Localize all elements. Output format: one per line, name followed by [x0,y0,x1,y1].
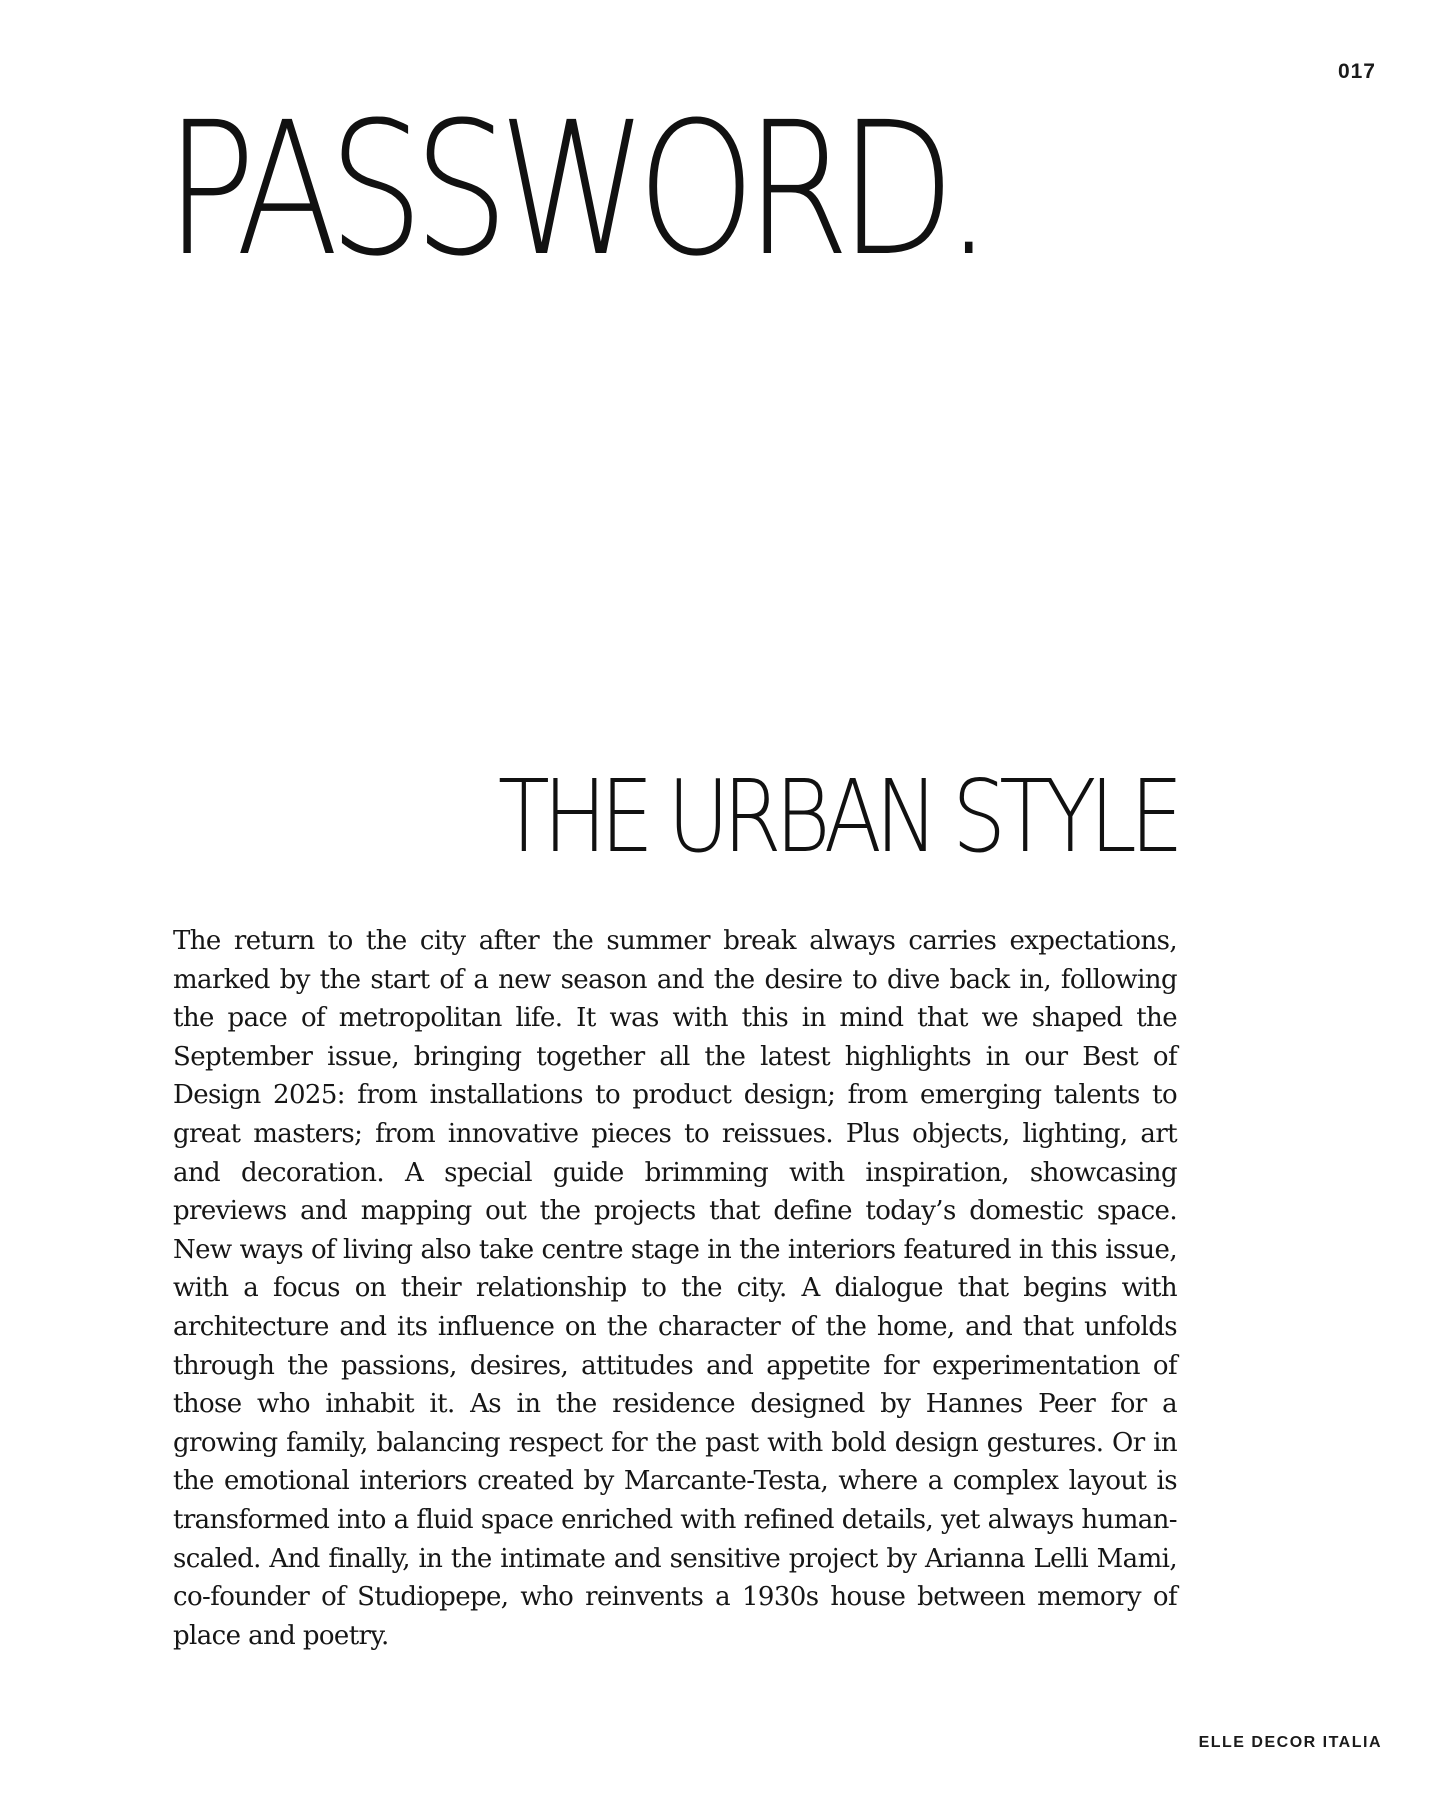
editorial-body-text: The return to the city after the summer break always carries expectations, marked by the start of a new season and the desire to dive back in, following the pace of metropolitan life. It was with this in mind that we shaped the September issue, bringing together all the latest highlights in our Best of Design 2025: from installations to product design; from emerging talents to great masters; from innovative pieces to reissues. Plus objects, lighting, art and decoration. A special guide brimming with inspiration, showcasing previews and mapping out the projects that define today’s domestic space. New ways of living also take centre stage in the interiors featured in this issue, with a focus on their relationship to the city. A dialogue that begins with architecture and its influence on the character of the home, and that unfolds through the passions, desires, attitudes and appetite for experimentation of those who inhabit it. As in the residence designed by Hannes Peer for a growing family, balancing respect for the past with bold design gestures. Or in the emotional interiors created by Marcante-Testa, where a complex layout is transformed into a fluid space enriched with refined details, yet always human-scaled. And finally, in the intimate and sensitive project by Arianna Lelli Mami, co-founder of Studiopepe, who reinvents a 1930s house between memory of place and poetry. [173,926,1177,1651]
magazine-brand-footer: ELLE DECOR ITALIA [1198,1734,1382,1751]
section-subtitle: THE URBAN STYLE [497,758,1177,875]
page-number: 017 [1337,60,1376,83]
page-title: PASSWORD. [165,83,983,297]
